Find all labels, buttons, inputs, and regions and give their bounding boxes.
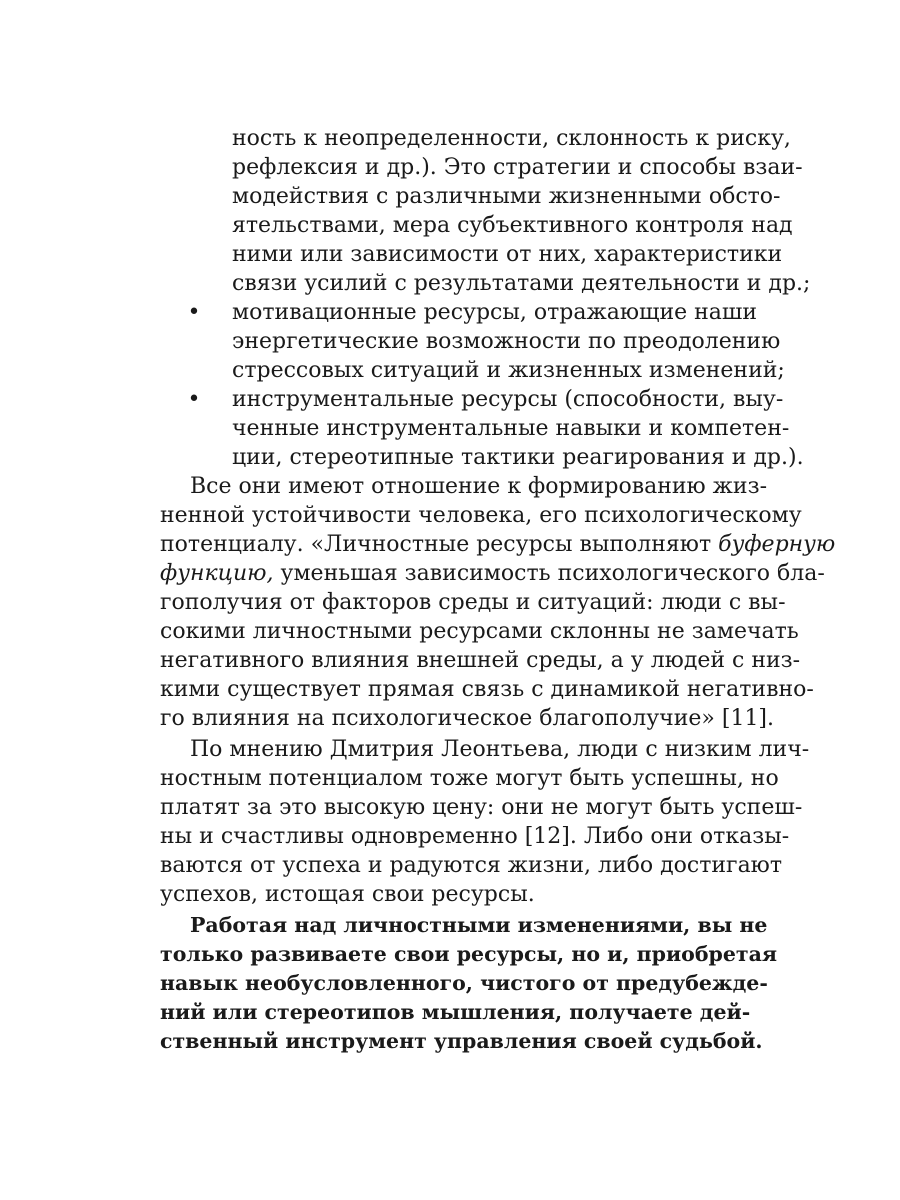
list-continuation-line: связи усилий с результатами деятельности и др.; bbox=[232, 271, 811, 296]
bold-line: только развиваете свои ресурсы, но и, приобретая bbox=[160, 942, 778, 966]
quote-text: уменьшая зависимость психологического бла- bbox=[280, 561, 825, 586]
italic-term: буферную bbox=[718, 532, 836, 557]
paragraph-line bbox=[160, 559, 825, 588]
paragraph-line: го влияния на психологическое благополучие» [11]. bbox=[160, 706, 775, 731]
bold-line: ственный инструмент управления своей судьбой. bbox=[160, 1029, 763, 1053]
quote-text: потенциалу. «Личностные ресурсы выполняют bbox=[160, 532, 712, 557]
list-continuation-line: ятельствами, мера субъективного контроля над bbox=[232, 213, 793, 238]
list-item-motivational: энергетические возможности по преодолению bbox=[232, 329, 781, 354]
list-item-motivational: мотивационные ресурсы, отражающие наши bbox=[232, 300, 758, 325]
list-item-instrumental: ченные инструментальные навыки и компетен- bbox=[232, 416, 790, 441]
paragraph-line: Все они имеют отношение к формированию жиз- bbox=[190, 474, 768, 499]
list-continuation-line: ность к неопределенности, склонность к риску, bbox=[232, 126, 791, 151]
list-continuation-line: модействия с различными жизненными обсто- bbox=[232, 184, 781, 209]
paragraph-line: кими существует прямая связь с динамикой негативно- bbox=[160, 677, 814, 702]
bold-line: Работая над личностными изменениями, вы не bbox=[190, 913, 768, 937]
paragraph-line: ваются от успеха и радуются жизни, либо достигают bbox=[160, 853, 783, 878]
paragraph-line: По мнению Дмитрия Леонтьева, люди с низким лич- bbox=[190, 737, 810, 762]
list-item-motivational: стрессовых ситуаций и жизненных изменений; bbox=[232, 358, 785, 383]
paragraph-line: ны и счастливы одновременно [12]. Либо они отказы- bbox=[160, 824, 790, 849]
bold-line: навык необусловленного, чистого от предубежде- bbox=[160, 971, 768, 995]
paragraph-line: ненной устойчивости человека, его психологическому bbox=[160, 503, 802, 528]
bold-line: ний или стереотипов мышления, получаете дей- bbox=[160, 1000, 751, 1024]
paragraph-line: ностным потенциалом тоже могут быть успешны, но bbox=[160, 766, 779, 791]
list-item-instrumental: инструментальные ресурсы (способности, выу- bbox=[232, 387, 784, 412]
list-continuation-line: рефлексия и др.). Это стратегии и способы взаи- bbox=[232, 155, 803, 180]
paragraph-line bbox=[160, 530, 836, 559]
bullet-icon: • bbox=[187, 300, 201, 325]
paragraph-line: сокими личностными ресурсами склонны не замечать bbox=[160, 619, 799, 644]
paragraph-line: негативного влияния внешней среды, а у людей с низ- bbox=[160, 648, 801, 673]
paragraph-line: платят за это высокую цену: они не могут быть успеш- bbox=[160, 795, 803, 820]
list-item-instrumental: ции, стереотипные тактики реагирования и др.). bbox=[232, 445, 804, 470]
paragraph-line: гополучия от факторов среды и ситуаций: люди с вы- bbox=[160, 590, 786, 615]
bullet-icon: • bbox=[187, 387, 201, 412]
paragraph-line: успехов, истощая свои ресурсы. bbox=[160, 882, 535, 907]
list-continuation-line: ними или зависимости от них, характеристики bbox=[232, 242, 783, 267]
italic-term: функцию, bbox=[160, 561, 274, 586]
